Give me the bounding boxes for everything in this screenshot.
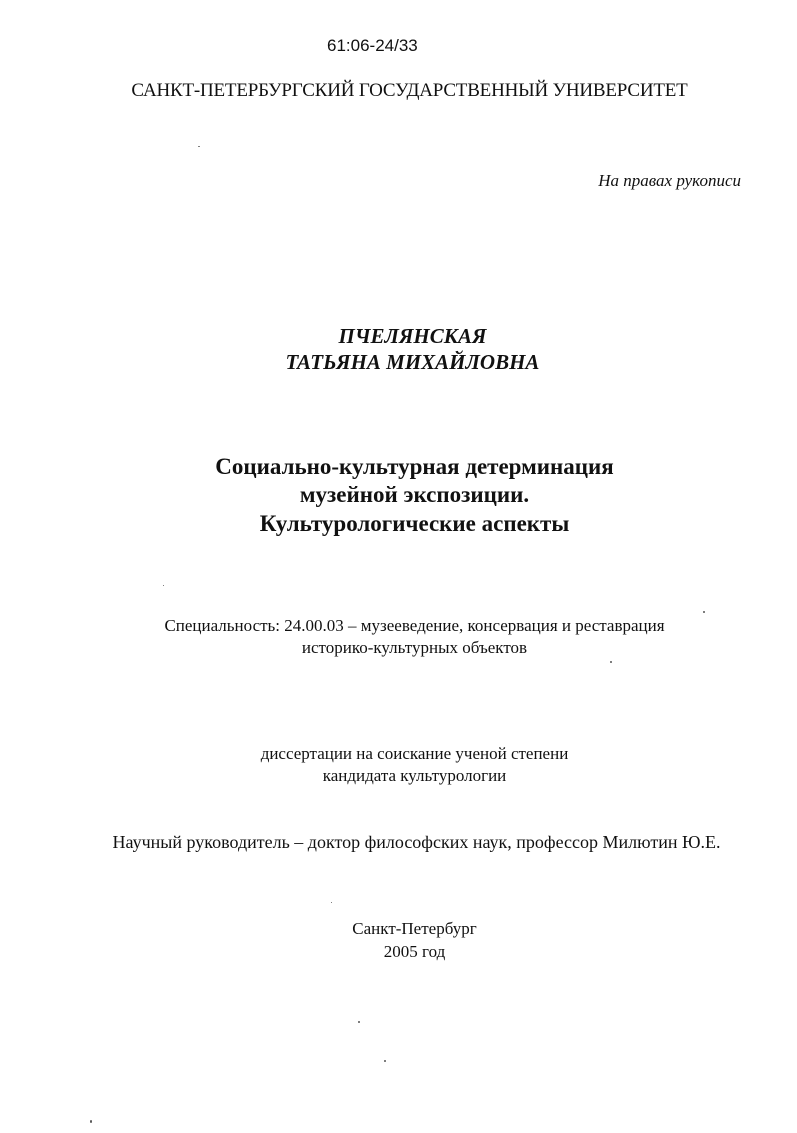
scan-speck xyxy=(198,146,200,147)
scan-speck xyxy=(358,1021,360,1023)
scan-speck xyxy=(384,1060,386,1062)
thesis-title-line-3: Культурологические аспекты xyxy=(259,511,570,536)
university-name: САНКТ-ПЕТЕРБУРГСКИЙ ГОСУДАРСТВЕННЫЙ УНИВЕРСИТЕТ xyxy=(131,80,688,101)
supervisor: Научный руководитель – доктор философских наук, профессор Милютин Ю.Е. xyxy=(112,832,721,852)
city: Санкт-Петербург xyxy=(352,919,477,938)
author-surname: ПЧЕЛЯНСКАЯ xyxy=(338,324,487,348)
specialty-line-1: Специальность: 24.00.03 – музееведение, консервация и реставрация xyxy=(164,616,665,635)
manuscript-note: На правах рукописи xyxy=(598,171,741,190)
thesis-title-line-2: музейной экспозиции. xyxy=(299,482,530,507)
scan-speck xyxy=(90,1120,92,1123)
scan-speck xyxy=(331,902,332,903)
year: 2005 год xyxy=(383,942,446,961)
scan-speck xyxy=(703,611,705,613)
degree-line-2: кандидата культурологии xyxy=(322,766,507,785)
scan-speck xyxy=(163,585,164,586)
scan-speck xyxy=(610,661,612,663)
thesis-title-line-1: Социально-культурная детерминация xyxy=(215,454,614,479)
degree-line-1: диссертации на соискание ученой степени xyxy=(260,744,569,763)
catalog-number: 61:06-24/33 xyxy=(327,36,418,55)
author-given-names: ТАТЬЯНА МИХАЙЛОВНА xyxy=(285,350,540,374)
specialty-line-2: историко-культурных объектов xyxy=(301,638,528,657)
